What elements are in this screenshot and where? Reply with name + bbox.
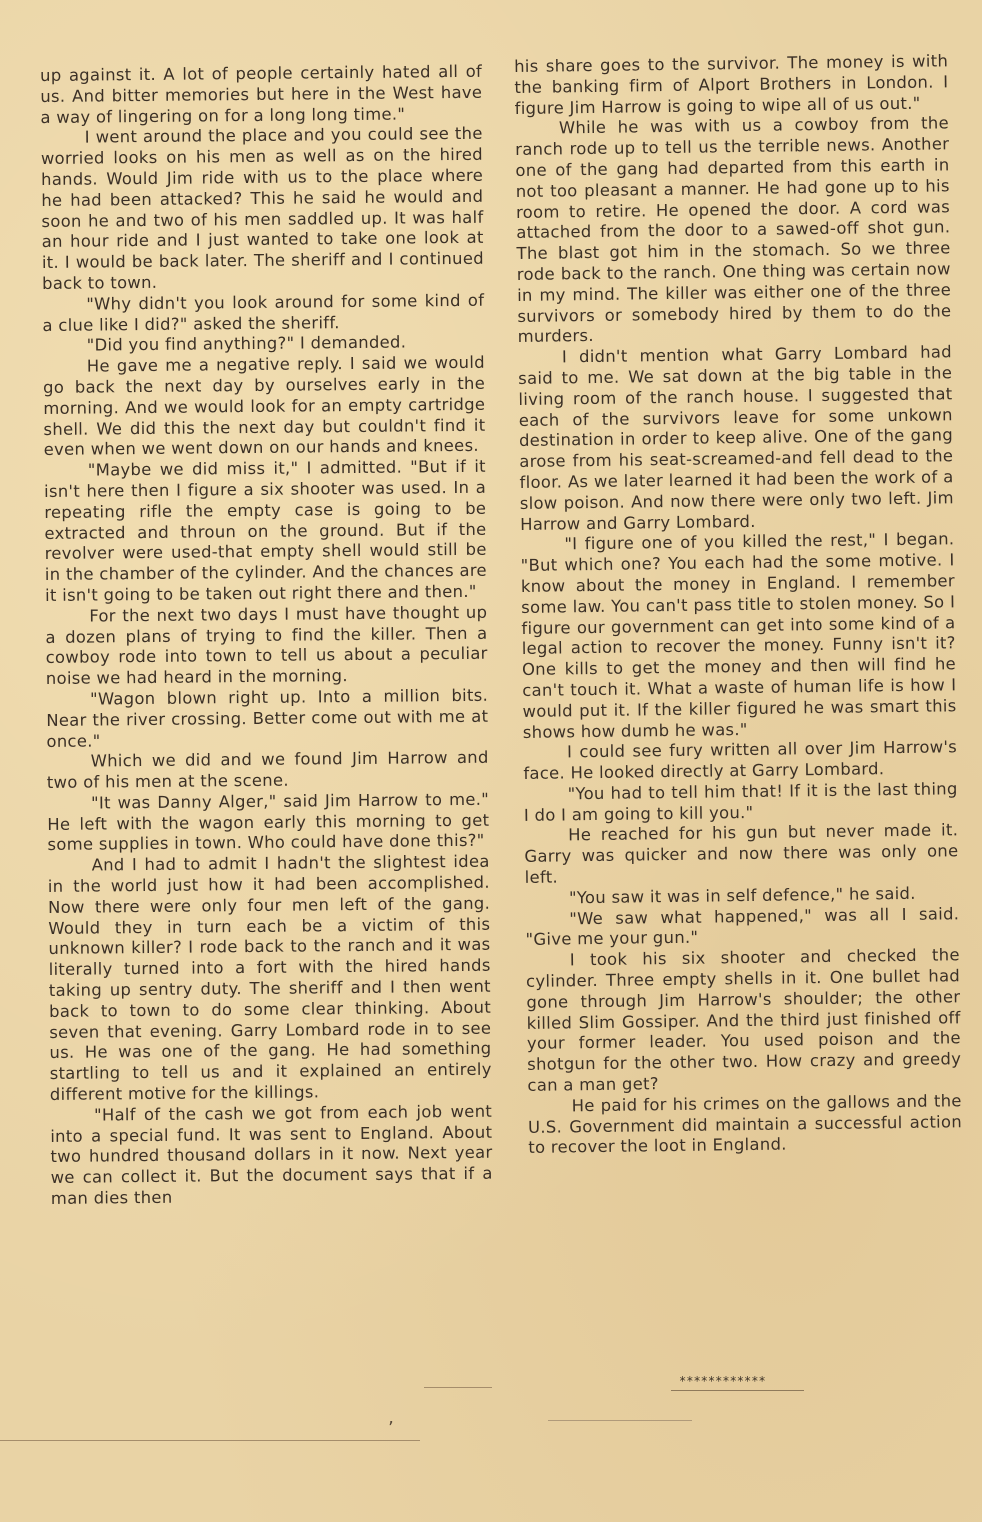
left-text-column [40, 62, 493, 1210]
paragraph: And I had to admit I hadn't the slightest idea in the world just how it had been accomplished. Now there were only four men left of the gang. Would they in turn each be a victim of this unknown killer? I rode back to the ranch and it was literally turned into a fort with the hired hands taking up sentry duty. The sheriff and I then went back to town to do some clear thinking. About seven that evening. Garry Lombard rode in to see us. He was one of the gang. He had something startling to tell us and it explained an entirely different motive for the killings. [47, 852, 492, 1104]
paragraph: up against it. A lot of people certainly hated all of us. And bitter memories but here in the West have a way of lingering on for a long long time." [40, 61, 483, 127]
paragraph: "Why didn't you look around for some kind of a clue like I did?" asked the sheriff. [42, 290, 485, 335]
paragraph: "Half of the cash we got from each job went into a special fund. It was sent to England. About two hundred thousand dollars in it now. Next year we can collect it. But the document says that if a man dies then [50, 1101, 493, 1208]
paragraph: "Maybe we did miss it," I admitted. "But if it isn't here then I figure a six shooter was used. In a repeating rifle the empty case is going to be extracted and throun on the ground. But if the revolver were used-that empty shell would still be in the chamber of the cylinder. And the chances are it isn't going to be taken out right there and then." [43, 456, 487, 605]
paragraph: I didn't mention what Garry Lombard had said to me. We sat down at the big table in the living room of the ranch house. I suggested that each of the survivors leave for some unkown destination in order to keep alive. One of the gang arose from his seat-screamed-and fell dead to the floor. As we later learned it had been the work of a slow poison. And now there were only two left. Jim Harrow and Garry Lombard. [518, 342, 954, 534]
bottom-rule-right [548, 1420, 692, 1421]
paragraph: I could see fury written all over Jim Harrow's face. He looked directly at Garry Lombard. [523, 737, 958, 784]
paragraph: He paid for his crimes on the gallows and the U.S. Government did maintain a successful action to recover the loot in England. [527, 1091, 963, 1158]
end-mark-underline [671, 1390, 804, 1391]
paragraph: "We saw what happened," was all I said. "Give me your gun." [525, 903, 960, 950]
paragraph: "You saw it was in self defence," he said. [568, 883, 916, 908]
paragraph: He reached for his gun but never made it. Garry was quicker and now there was only one left. [524, 820, 959, 888]
paragraph: I went around the place and you could see the worried looks on his men as well as on the hired hands. Would Jim ride with us to the place where he had been attacked? This he said he would and soon he and two of his men saddled up. It was half an hour ride and I just wanted to take one look at it. I would be back later. The sheriff and I continued back to town. [40, 124, 484, 293]
paragraph: his share goes to the survivor. The money is with the banking firm of Alport Brothers in London. I figure Jim Harrow is going to wipe all of us out." [514, 51, 949, 118]
paragraph: "It was Danny Alger," said Jim Harrow to me." He left with the wagon early this morning to get some supplies in town. Who could have done this?" [47, 789, 490, 855]
bottom-rule-left [0, 1440, 420, 1441]
print-mark: ’ [388, 1418, 394, 1439]
column-end-rule [424, 1387, 492, 1388]
paragraph: While he was with us a cowboy from the ranch rode up to tell us the terrible news. Another one of the gang had departed from this earth in not too pleasant a manner. He had gone up to his room to retire. He opened the door. A cord was attached from the door to a sawed-off shot gun. The blast got him in the stomach. So we three rode back to the ranch. One thing was certain now in my mind. The killer was either one of the three survivors or somebody hired by them to do the murders. [515, 113, 952, 347]
paragraph: "Wagon blown right up. Into a million bits. Near the river crossing. Better come out with me at once." [46, 685, 489, 751]
paragraph: "You had to tell him that! If it is the last thing I do I am going to kill you." [523, 779, 958, 825]
paragraph: He gave me a negative reply. I said we would go back the next day by ourselves early in the morning. And we would look for an empty cartridge shell. We did this the next day but couldn't find it even when we went down on our hands and knees. [42, 352, 486, 460]
paragraph: "Did you find anything?" I demanded. [86, 332, 407, 355]
paragraph: I took his six shooter and checked the cylinder. Three empty shells in it. One bullet had gone through Jim Harrow's shoulder; the other killed Slim Gossiper. And the third just finished off your former leader. You used poison and the shotgun for the other two. How crazy and greedy can a man get? [525, 945, 962, 1095]
paragraph: "I figure one of you killed the rest," I began. "But which one? You each had the some motive. I know about the money in England. I remember some law. You can't pass title to stolen money. So I figure our government can get into some kind of a legal action to recover the money. Funny isn't it? One kills to get the money and then will find he can't touch it. What a waste of human life is how I would put it. If the killer figured he was smart this shows how dumb he was." [520, 529, 957, 742]
end-of-story-mark: ************ [679, 1374, 766, 1388]
paragraph: For the next two days I must have thought up a dozen plans of trying to find the killer. Then a cowboy rode into town to tell us about a peculiar noise we had heard in the morning. [45, 602, 488, 689]
right-text-column [514, 51, 962, 1159]
paragraph: Which we did and we found Jim Harrow and two of his men at the scene. [46, 748, 489, 793]
